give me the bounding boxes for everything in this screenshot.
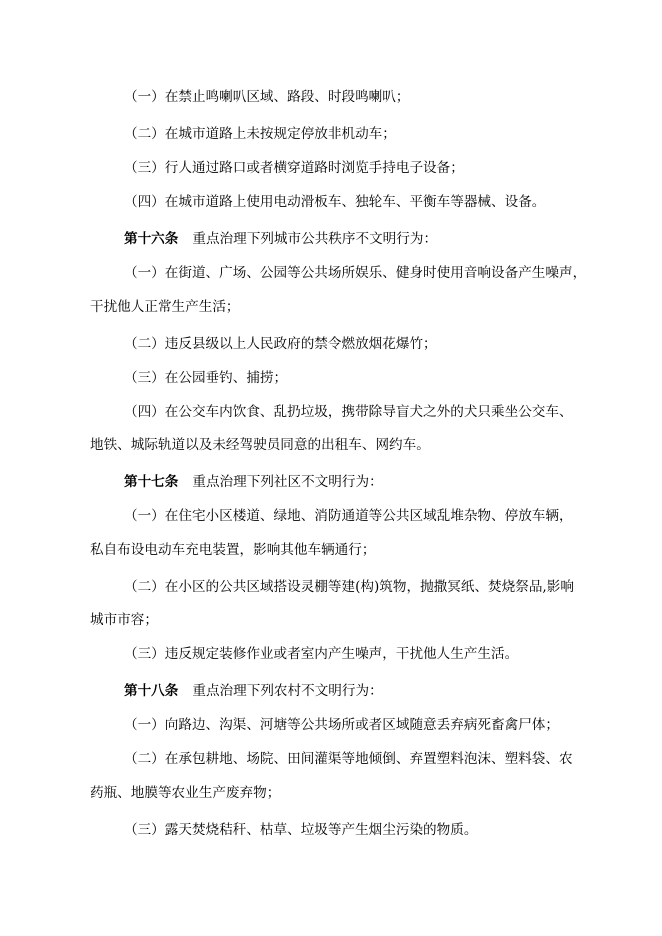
article-16-text: 重点治理下列城市公共秩序不文明行为： xyxy=(192,231,438,247)
paragraph-line: 私自布设电动车充电装置，影响其他车辆通行； xyxy=(90,542,376,558)
paragraph-line: （一）向路边、沟渠、河塘等公共场所或者区域随意丢弃病死畜禽尸体； xyxy=(124,717,559,733)
article-18-text: 重点治理下列农村不文明行为： xyxy=(192,683,383,699)
paragraph-line: （三）违反规定装修作业或者室内产生噪声，干扰他人生产生活。 xyxy=(124,646,519,662)
paragraph-line: （三）在公园垂钓、捕捞； xyxy=(124,370,288,386)
article-18-heading: 第十八条 xyxy=(124,683,179,699)
paragraph-line: （一）在住宅小区楼道、绿地、消防通道等公共区域乱堆杂物、停放车辆， xyxy=(124,508,573,524)
article-18-paragraph xyxy=(124,681,383,701)
paragraph-line: （三）行人通过路口或者横穿道路时浏览手持电子设备； xyxy=(124,160,464,176)
paragraph-line: （二）违反县级以上人民政府的禁令燃放烟花爆竹； xyxy=(124,336,437,352)
paragraph-line: （三）露天焚烧秸秆、枯草、垃圾等产生烟尘污染的物质。 xyxy=(124,822,478,838)
paragraph-line: 干扰他人正常生产生活； xyxy=(90,299,240,315)
paragraph-line: （四）在城市道路上使用电动滑板车、独轮车、平衡车等器械、设备。 xyxy=(124,194,546,210)
paragraph-line: （一）在街道、广场、公园等公共场所娱乐、健身时使用音响设备产生噪声， xyxy=(124,265,587,281)
article-17-paragraph xyxy=(124,472,383,492)
article-16-heading: 第十六条 xyxy=(124,231,179,247)
paragraph-line: 药瓶、地膜等农业生产废弃物； xyxy=(90,785,281,801)
paragraph-line: （四）在公交车内饮食、乱扔垃圾，携带除导盲犬之外的犬只乘坐公交车、 xyxy=(124,404,573,420)
paragraph-line: （一）在禁止鸣喇叭区域、路段、时段鸣喇叭； xyxy=(124,89,410,105)
article-16-paragraph xyxy=(124,229,437,249)
paragraph-line: （二）在城市道路上未按规定停放非机动车； xyxy=(124,126,396,142)
paragraph-line: （二）在承包耕地、场院、田间灌渠等地倾倒、弃置塑料泡沫、塑料袋、农 xyxy=(124,751,573,767)
article-17-text: 重点治理下列社区不文明行为： xyxy=(192,474,383,490)
article-17-heading: 第十七条 xyxy=(124,474,179,490)
paragraph-line: 地铁、城际轨道以及未经驾驶员同意的出租车、网约车。 xyxy=(90,437,430,453)
paragraph-line: （二）在小区的公共区域搭设灵棚等建(构)筑物，抛撒冥纸、焚烧祭品,影响 xyxy=(124,579,574,595)
paragraph-line: 城市市容； xyxy=(90,612,158,628)
